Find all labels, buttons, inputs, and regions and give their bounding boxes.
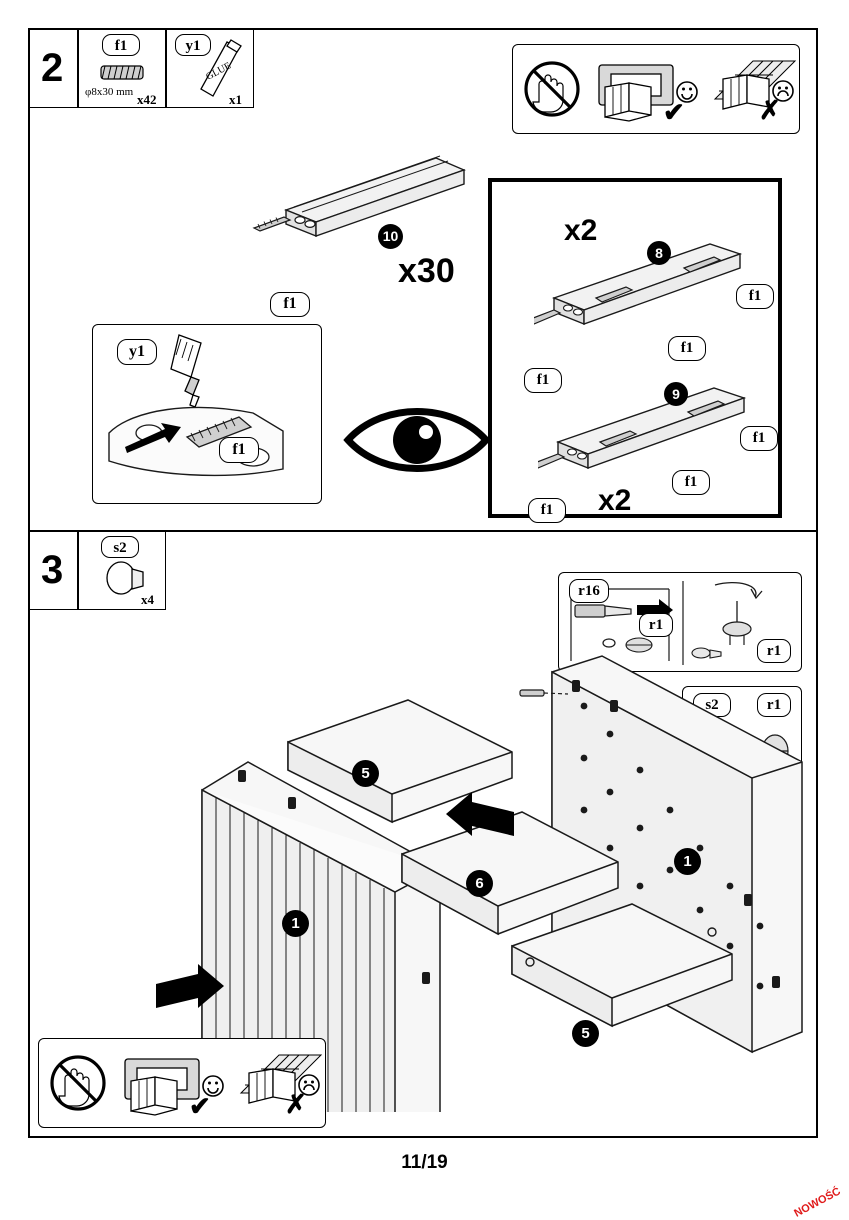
- panel-5-bottom-label: 5: [572, 1020, 599, 1047]
- step-3-number-box: [30, 532, 78, 610]
- part-y1-qty: x1: [229, 92, 242, 107]
- step-2-number-box: [30, 30, 78, 108]
- dowel-insert-detail-icon: [103, 383, 313, 499]
- step-2-number: 2: [41, 46, 64, 90]
- part-f1-qty: x42: [137, 92, 157, 107]
- glue-bottle-icon: [187, 38, 251, 100]
- cross-mark: ✗: [285, 1089, 307, 1119]
- panel-10-fastener-tag: f1: [270, 292, 310, 317]
- part-f1-tag: f1: [102, 34, 140, 56]
- cam-detail-r1-tag-right: r1: [757, 639, 791, 663]
- panel-9-qty: x2: [598, 484, 632, 517]
- part-s2-tag: s2: [101, 536, 139, 558]
- panel-5-top-label: 5: [352, 760, 379, 787]
- panel-1-left-label: 1: [282, 910, 309, 937]
- cam-detail-r1-tag-left: r1: [639, 613, 673, 637]
- step-2-section: [30, 30, 816, 530]
- panel-10-illustration: [220, 140, 490, 260]
- glue-detail-y1-tag: y1: [117, 339, 157, 365]
- cross-mark: ✗: [759, 95, 781, 125]
- panel-9-illustration: [538, 380, 768, 500]
- panel-10-qty: x30: [398, 252, 455, 290]
- step-3-number: 3: [41, 548, 64, 592]
- panels-8-9-box: [488, 178, 782, 518]
- glue-detail-box: [92, 324, 322, 504]
- part-s2-box: [78, 532, 166, 610]
- cap-detail-s2-tag: s2: [693, 693, 731, 717]
- step-3-warning-box: [38, 1038, 326, 1128]
- dowel-icon: [91, 60, 157, 86]
- step-3-section: [30, 532, 816, 1138]
- part-y1-box: [166, 30, 254, 108]
- part-f1-box: [78, 30, 166, 108]
- check-mark: ✔: [189, 1091, 211, 1121]
- page-frame: [28, 28, 818, 1138]
- page-number: 11/19: [401, 1152, 448, 1173]
- panel-9-f1-left: f1: [528, 498, 566, 523]
- no-hands-icon: [521, 54, 583, 124]
- panel-9-label: 9: [664, 382, 688, 406]
- cap-detail-r1-tag: r1: [757, 693, 791, 717]
- step-2-warning-box: [512, 44, 800, 134]
- panel-8-f1-left: f1: [524, 368, 562, 393]
- panel-8-f1-right: f1: [736, 284, 774, 309]
- panel-8-qty: x2: [564, 214, 598, 247]
- no-hands-icon: [47, 1048, 109, 1118]
- panel-8-f1-mid: f1: [668, 336, 706, 361]
- panel-8-label: 8: [647, 241, 671, 265]
- panel-6-label: 6: [466, 870, 493, 897]
- nowosc-badge: NOWOŚĆ: [792, 1185, 843, 1220]
- part-f1-spec: φ8x30 mm: [85, 86, 134, 98]
- panel-1-right-label: 1: [674, 848, 701, 875]
- part-y1-tag: y1: [175, 34, 211, 56]
- eye-icon: [342, 398, 492, 480]
- panel-9-f1-right: f1: [740, 426, 778, 451]
- panel-10-label: 10: [378, 224, 403, 249]
- glue-detail-f1-tag: f1: [219, 437, 259, 463]
- panel-9-f1-mid: f1: [672, 470, 710, 495]
- check-mark: ✔: [663, 97, 685, 127]
- svg-text:GLUE: GLUE: [204, 60, 233, 83]
- cam-detail-r16-tag: r16: [569, 579, 609, 603]
- part-s2-qty: x4: [141, 592, 154, 607]
